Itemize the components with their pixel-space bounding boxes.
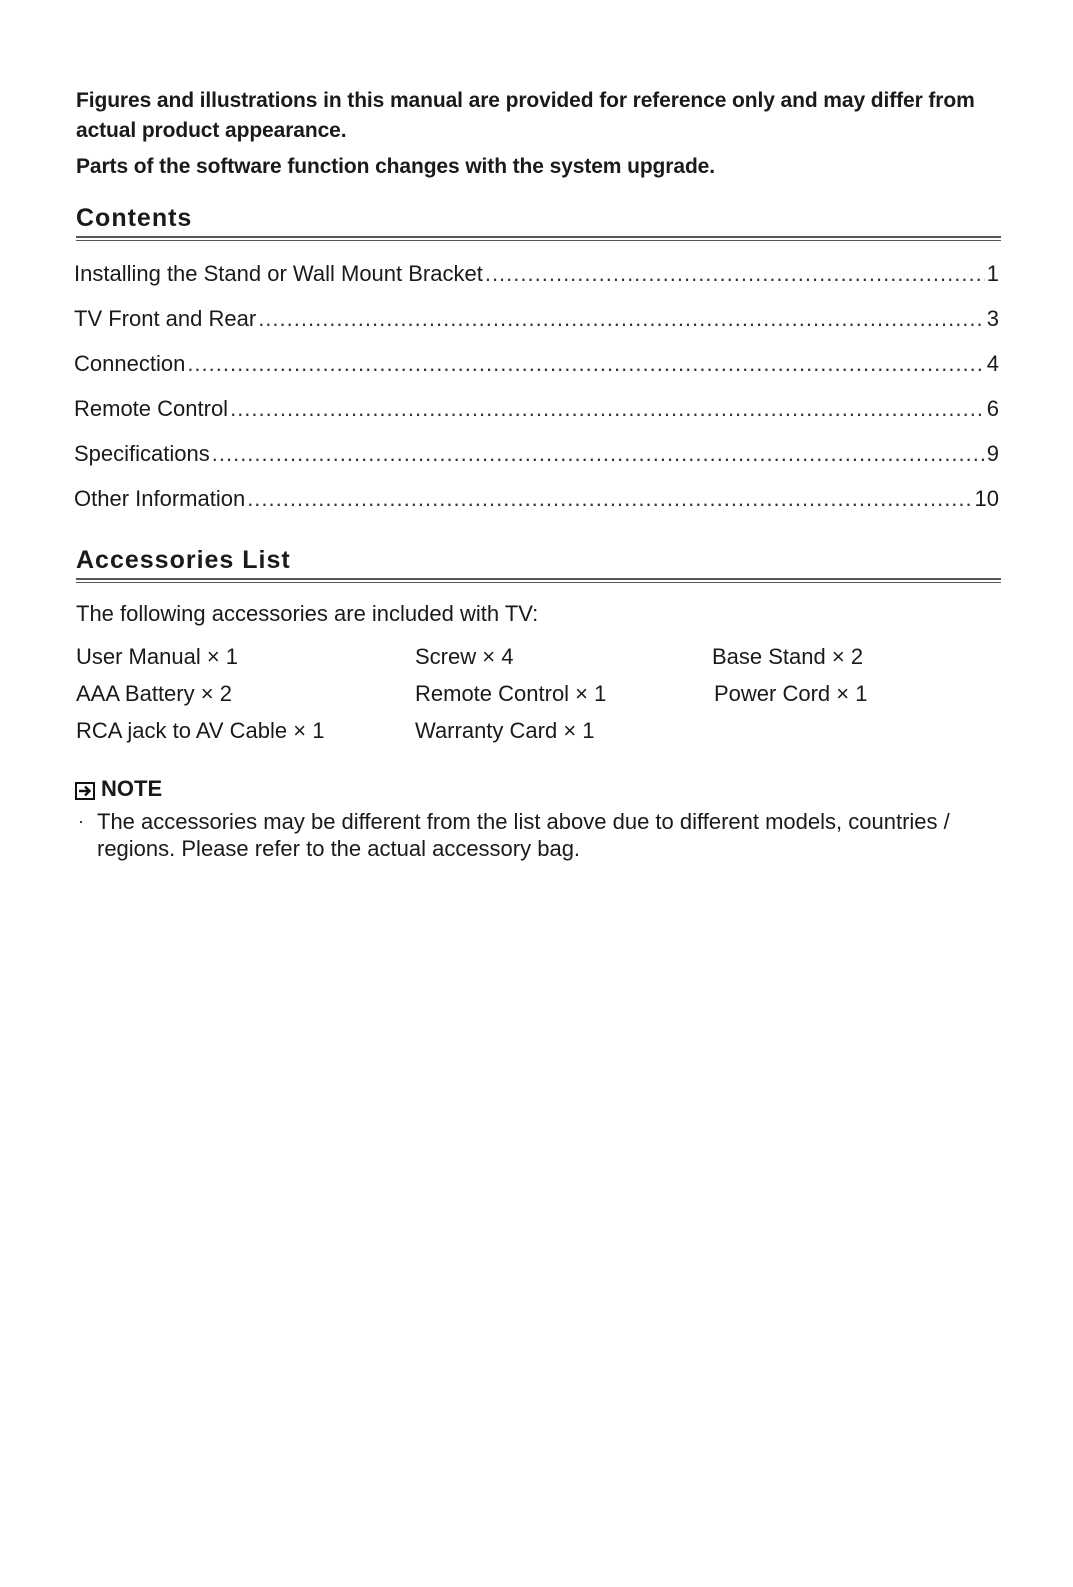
contents-heading: Contents bbox=[76, 204, 193, 232]
table-of-contents bbox=[74, 261, 999, 531]
disclaimer bbox=[76, 86, 1001, 182]
toc-entry-label: Specifications bbox=[74, 441, 210, 466]
disclaimer-software-note: Parts of the software function changes with the system upgrade. bbox=[76, 155, 715, 178]
note-title: NOTE bbox=[101, 776, 163, 801]
toc-entry-label: Connection bbox=[74, 351, 186, 376]
note-arrow-icon bbox=[75, 780, 95, 798]
toc-entry-remote-control[interactable] bbox=[74, 396, 999, 441]
accessories-heading: Accessories List bbox=[76, 546, 291, 574]
accessory-power-cord: Power Cord × 1 bbox=[714, 681, 868, 706]
toc-leader-dots bbox=[187, 351, 984, 377]
contents-heading-rule bbox=[76, 236, 1001, 241]
toc-entry-label: Installing the Stand or Wall Mount Bracket bbox=[74, 261, 483, 286]
note-heading bbox=[75, 776, 162, 802]
toc-leader-dots bbox=[230, 396, 985, 422]
toc-entry-label: Other Information bbox=[74, 486, 246, 511]
toc-leader-dots bbox=[485, 261, 985, 287]
toc-page-number: 6 bbox=[986, 396, 999, 421]
toc-page-number: 9 bbox=[986, 441, 999, 466]
toc-entry-specifications[interactable] bbox=[74, 441, 999, 486]
accessory-base-stand: Base Stand × 2 bbox=[712, 644, 864, 669]
disclaimer-reference-note: Figures and illustrations in this manual are provided for reference only and may differ from actual product appearance. bbox=[76, 89, 975, 142]
accessory-warranty-card: Warranty Card × 1 bbox=[415, 718, 595, 743]
toc-entry-label: Remote Control bbox=[74, 396, 229, 421]
toc-entry-other-information[interactable] bbox=[74, 486, 999, 531]
toc-page-number: 4 bbox=[986, 351, 999, 376]
note-text: The accessories may be different from the list above due to different models, countries / regions. Please refer to the actual accessory bag. bbox=[97, 809, 950, 861]
accessory-aaa-battery: AAA Battery × 2 bbox=[76, 681, 232, 706]
accessories-intro: The following accessories are included with TV: bbox=[76, 601, 539, 626]
accessory-screw: Screw × 4 bbox=[415, 644, 514, 669]
accessory-rca-av-cable: RCA jack to AV Cable × 1 bbox=[76, 718, 325, 743]
note-bullet: · bbox=[78, 811, 84, 831]
toc-leader-dots bbox=[212, 441, 985, 467]
toc-page-number: 1 bbox=[986, 261, 999, 286]
toc-entry-label: TV Front and Rear bbox=[74, 306, 257, 331]
toc-leader-dots bbox=[258, 306, 985, 332]
toc-page-number: 3 bbox=[986, 306, 999, 331]
toc-entry-tv-front-rear[interactable] bbox=[74, 306, 999, 351]
toc-leader-dots bbox=[247, 486, 972, 512]
accessory-remote-control: Remote Control × 1 bbox=[415, 681, 607, 706]
toc-entry-connection[interactable] bbox=[74, 351, 999, 396]
note-item bbox=[78, 808, 1003, 862]
toc-page-number: 10 bbox=[974, 486, 999, 511]
toc-entry-installing[interactable] bbox=[74, 261, 999, 306]
accessory-user-manual: User Manual × 1 bbox=[76, 644, 239, 669]
accessories-heading-rule bbox=[76, 578, 1001, 583]
